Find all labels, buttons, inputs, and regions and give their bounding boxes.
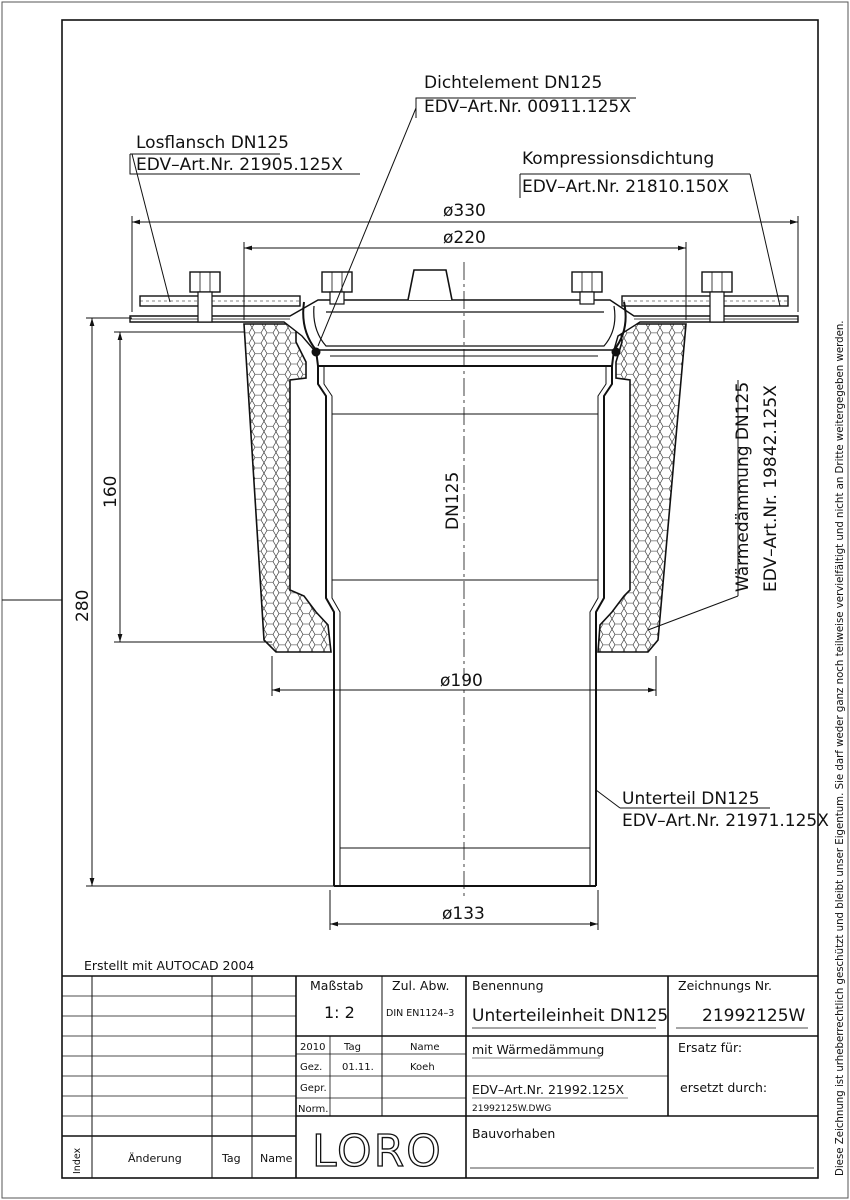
bolt-3 bbox=[572, 272, 602, 304]
dim-190-label: ø190 bbox=[440, 671, 483, 691]
top-nozzle bbox=[408, 270, 452, 300]
year: 2010 bbox=[300, 1042, 326, 1053]
massstab-value: 1: 2 bbox=[324, 1003, 355, 1022]
bauvorhaben: Bauvorhaben bbox=[472, 1126, 556, 1141]
gepr-label: Gepr. bbox=[300, 1083, 327, 1094]
callout-texts bbox=[136, 73, 829, 831]
unterteil-name: Unterteil DN125 bbox=[622, 789, 760, 809]
losflansch-name: Losflansch DN125 bbox=[136, 133, 289, 153]
rev-tag: Tag bbox=[222, 1152, 241, 1165]
gez-tag: 01.11. bbox=[342, 1062, 374, 1073]
dwg-file: 21992125W.DWG bbox=[472, 1104, 552, 1114]
zeichnung-label: Zeichnungs Nr. bbox=[678, 978, 773, 993]
rev-aenderung: Änderung bbox=[128, 1152, 182, 1165]
ersetzt-durch: ersetzt durch: bbox=[680, 1080, 768, 1095]
unterteil-art: EDV–Art.Nr. 21971.125X bbox=[622, 811, 829, 831]
title-block-texts bbox=[72, 978, 808, 1177]
gez-name: Koeh bbox=[410, 1062, 435, 1073]
benennung-value: Unterteileinheit DN125 bbox=[472, 1006, 669, 1026]
copyright-note: Diese Zeichnung ist urheberrechtlich geschützt und bleibt unser Eigentum. Sie darf weder ganz noch teilweise vervielfältigt und nicht an Dritte weitergegeben werden. bbox=[835, 320, 846, 1176]
sub-name: mit Wärmedämmung bbox=[472, 1042, 605, 1057]
waermedaemmung-art: EDV–Art.Nr. 19842.125X bbox=[761, 385, 781, 592]
dichtelement-art: EDV–Art.Nr. 00911.125X bbox=[424, 97, 631, 117]
norm-label: Norm. bbox=[298, 1104, 329, 1115]
waermedaemmung-name: Wärmedämmung DN125 bbox=[733, 381, 753, 592]
massstab-label: Maßstab bbox=[310, 978, 364, 993]
dim-160-label: 160 bbox=[101, 475, 121, 508]
gez-label: Gez. bbox=[300, 1062, 323, 1073]
created-with: Erstellt mit AUTOCAD 2004 bbox=[84, 958, 255, 973]
ersatz-fuer: Ersatz für: bbox=[678, 1040, 743, 1055]
dim-330-label: ø330 bbox=[443, 201, 486, 221]
tag-header: Tag bbox=[344, 1042, 361, 1053]
dim-133-label: ø133 bbox=[442, 904, 485, 924]
zul-value: DIN EN1124–3 bbox=[386, 1008, 455, 1019]
kompression-art: EDV–Art.Nr. 21810.150X bbox=[522, 177, 729, 197]
losflansch-art: EDV–Art.Nr. 21905.125X bbox=[136, 155, 343, 175]
name-header: Name bbox=[410, 1042, 440, 1053]
zul-label: Zul. Abw. bbox=[392, 978, 450, 993]
dichtelement-name: Dichtelement DN125 bbox=[424, 73, 603, 93]
benennung-label: Benennung bbox=[472, 978, 544, 993]
logo: LORO bbox=[312, 1126, 443, 1177]
seal-left bbox=[312, 348, 320, 356]
rev-index: Index bbox=[72, 1147, 83, 1174]
dim-220-label: ø220 bbox=[443, 228, 486, 248]
dim-280-label: 280 bbox=[73, 589, 93, 622]
zeichnung-value: 21992125W bbox=[702, 1006, 806, 1026]
rev-name: Name bbox=[260, 1152, 293, 1165]
kompression-name: Kompressionsdichtung bbox=[522, 149, 715, 169]
dn-label: DN125 bbox=[443, 471, 463, 530]
article-number: EDV–Art.Nr. 21992.125X bbox=[472, 1082, 625, 1097]
seal-right bbox=[612, 348, 620, 356]
